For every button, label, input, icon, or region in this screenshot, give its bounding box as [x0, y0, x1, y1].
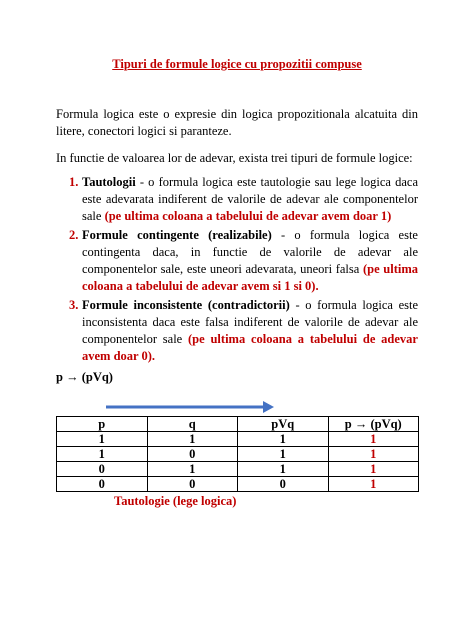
list-item-inconsistente — [56, 297, 418, 365]
types-paragraph: In functie de valoarea lor de adevar, exista trei tipuri de formule logice: — [56, 151, 413, 165]
list-term: Formule contingente (realizabile) — [82, 228, 272, 242]
table-cell: 1 — [238, 462, 329, 477]
list-note: (pe ultima coloana a tabelului de adevar avem doar 1) — [104, 209, 392, 223]
list-note: (pe ultima coloana a tabelului de adevar avem si 1 si 0). — [82, 262, 419, 293]
result-cell: 1 — [328, 462, 419, 477]
list-item-contingente — [56, 227, 418, 295]
table-cell: 1 — [57, 447, 148, 462]
list-term: Formule inconsistente (contradictorii) — [82, 298, 290, 312]
table-row — [57, 477, 419, 492]
result-cell: 1 — [328, 477, 419, 492]
table-cell: 1 — [57, 432, 148, 447]
truth-table — [56, 416, 419, 492]
list-text: - o formula logica este contingenta daca, in functie de valorile de adevar ale componentelor sale, este uneori adevarata, uneori falsa — [82, 228, 418, 276]
list-number: 2. — [69, 228, 79, 242]
formula-expression: p → (pVq) — [56, 370, 113, 384]
formula-types-list — [56, 174, 418, 367]
list-text: - o formula logica este inconsistenta daca este falsa indiferent de valorile de adevar ale componentelor sale — [82, 298, 419, 346]
table-cell: 1 — [147, 462, 238, 477]
list-text: - o formula logica este tautologie sau lege logica daca este adevarata indiferent de valorile de adevar ale componentelor sale — [82, 175, 418, 223]
column-header-q: q — [147, 417, 238, 432]
intro-paragraph: Formula logica este o expresie din logica propozitionala alcatuita din litere, conectori logici si paranteze. — [56, 107, 418, 138]
column-header-pvq: pVq — [238, 417, 329, 432]
column-header-p: p — [57, 417, 148, 432]
list-item-tautologii — [56, 174, 418, 225]
list-term: Tautologii — [82, 175, 136, 189]
table-row — [57, 462, 419, 477]
table-header-row — [57, 417, 419, 432]
table-row — [57, 447, 419, 462]
table-cell: 0 — [147, 477, 238, 492]
table-cell: 0 — [57, 477, 148, 492]
table-cell: 0 — [57, 462, 148, 477]
table-cell: 0 — [238, 477, 329, 492]
table-cell: 1 — [238, 447, 329, 462]
table-row — [57, 432, 419, 447]
table-cell: 0 — [147, 447, 238, 462]
table-caption: Tautologie (lege logica) — [114, 494, 237, 508]
table-cell: 1 — [147, 432, 238, 447]
right-arrow-icon — [105, 399, 275, 415]
list-note: (pe ultima coloana a tabelului de adevar avem doar 0). — [82, 332, 418, 363]
table-cell: 1 — [238, 432, 329, 447]
result-cell: 1 — [328, 432, 419, 447]
list-number: 1. — [69, 175, 79, 189]
column-header-result: p → (pVq) — [328, 417, 419, 432]
document-title: Tipuri de formule logice cu propozitii compuse — [112, 57, 362, 71]
result-cell: 1 — [328, 447, 419, 462]
list-number: 3. — [69, 298, 79, 312]
